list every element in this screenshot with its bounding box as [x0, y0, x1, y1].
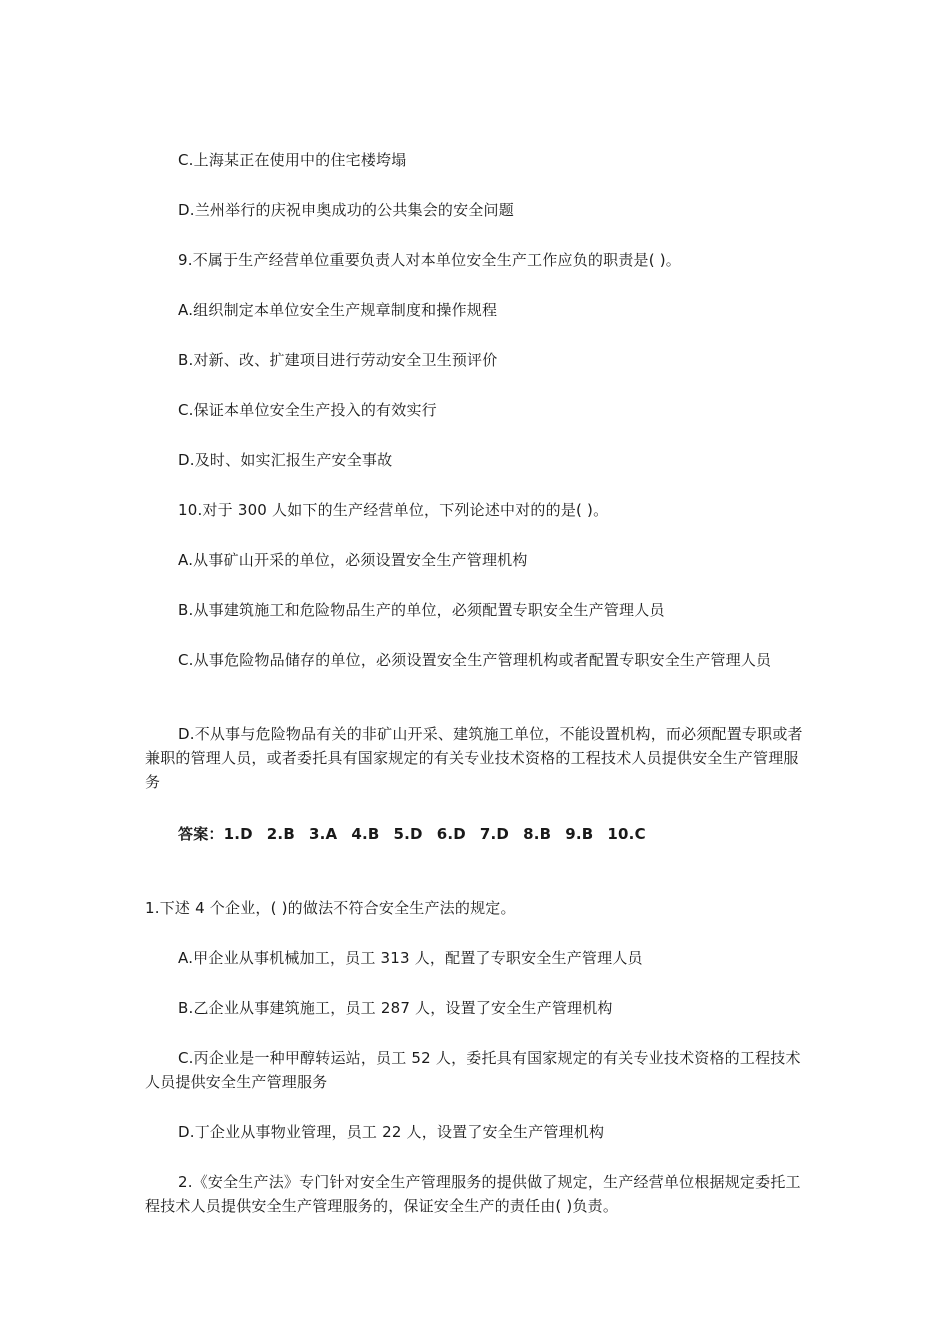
q8-option-d: D.兰州举行的庆祝申奥成功的公共集会的安全问题 — [178, 201, 514, 219]
answer-item: 4.B — [351, 825, 380, 843]
s2-q1-option-c: C.丙企业是一种甲醇转运站，员工 52 人，委托具有国家规定的有关专业技术资格的工程技术人员提供安全生产管理服务 — [145, 1049, 801, 1091]
q9-option-b: B.对新、改、扩建项目进行劳动安全卫生预评价 — [178, 351, 498, 369]
q10-option-b: B.从事建筑施工和危险物品生产的单位，必须配置专职安全生产管理人员 — [178, 601, 665, 619]
s2-q1-option-b: B.乙企业从事建筑施工，员工 287 人，设置了安全生产管理机构 — [178, 999, 613, 1017]
s2-q1-question: 1.下述 4 个企业，( )的做法不符合安全生产法的规定。 — [145, 899, 516, 917]
q10-question: 10.对于 300 人如下的生产经营单位，下列论述中对的的是( )。 — [178, 501, 609, 519]
answer-item: 3.A — [308, 825, 338, 843]
q9-question: 9.不属于生产经营单位重要负责人对本单位安全生产工作应负的职责是( )。 — [178, 251, 681, 269]
answer-item: 8.B — [523, 825, 552, 843]
answer-item: 6.D — [436, 825, 466, 843]
answer-item: 5.D — [393, 825, 423, 843]
answer-key — [145, 822, 810, 846]
q10-option-d: D.不从事与危险物品有关的非矿山开采、建筑施工单位，不能设置机构，而必须配置专职或者兼职的管理人员，或者委托具有国家规定的有关专业技术资格的工程技术人员提供安全生产管理服务 — [145, 725, 803, 791]
s2-q2-question: 2.《安全生产法》专门针对安全生产管理服务的提供做了规定，生产经营单位根据规定委托工程技术人员提供安全生产管理服务的，保证安全生产的责任由( )负责。 — [145, 1173, 801, 1215]
q10-option-c: C.从事危险物品储存的单位，必须设置安全生产管理机构或者配置专职安全生产管理人员 — [178, 651, 772, 669]
q9-option-d: D.及时、如实汇报生产安全事故 — [178, 451, 393, 469]
s2-q1-option-d: D.丁企业从事物业管理，员工 22 人，设置了安全生产管理机构 — [178, 1123, 605, 1141]
q8-option-c: C.上海某正在使用中的住宅楼垮塌 — [178, 151, 407, 169]
answer-item: 2.B — [266, 825, 295, 843]
q9-option-c: C.保证本单位安全生产投入的有效实行 — [178, 401, 437, 419]
s2-q1-option-a: A.甲企业从事机械加工，员工 313 人，配置了专职安全生产管理人员 — [178, 949, 643, 967]
answer-item: 10.C — [607, 825, 646, 843]
answer-item: 7.D — [479, 825, 510, 843]
q9-option-a: A.组织制定本单位安全生产规章制度和操作规程 — [178, 301, 498, 319]
q10-option-a: A.从事矿山开采的单位，必须设置安全生产管理机构 — [178, 551, 528, 569]
answer-item: 1.D — [223, 825, 253, 843]
answer-item: 9.B — [565, 825, 594, 843]
answer-label: 答案： — [178, 825, 224, 843]
